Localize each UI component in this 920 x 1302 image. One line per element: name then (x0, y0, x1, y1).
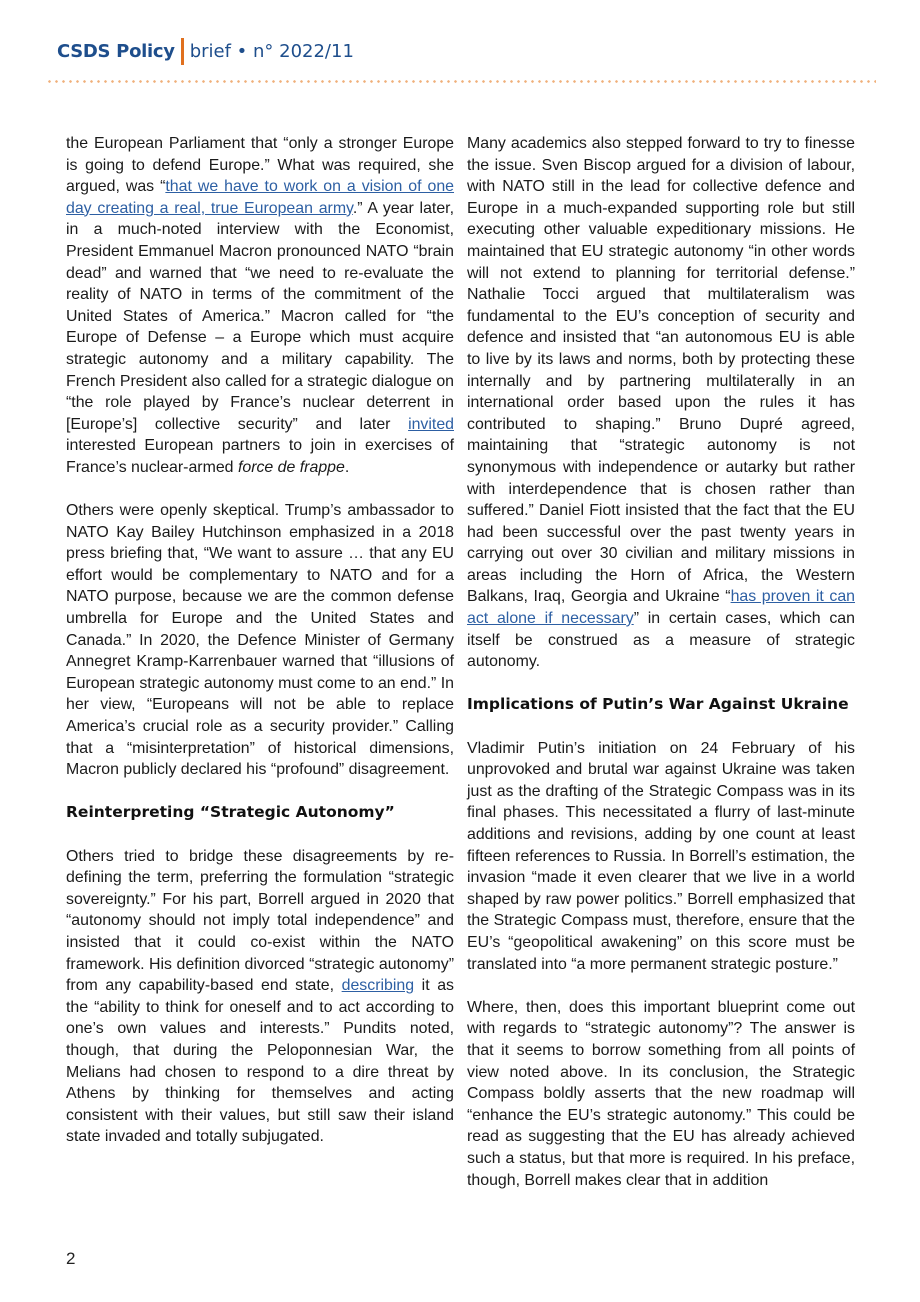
text-run: it as the “ability to think for oneself and to act according to one’s own values and interests.” Pundits noted, though, that during the Peloponnesian War, the Melians had chosen to respond to a dire threat by Athens by thinking for themselves and acting consistent with their values, but still saw their island state invaded and totally subjugated. (66, 977, 454, 1146)
paragraph: Vladimir Putin’s initiation on 24 February of his unprovoked and brutal war against Ukraine was taken just as the drafting of the Strategic Compass was in its final phases. This necessitated a flurry of last-minute additions and revisions, adding by one count at least fifteen references to Russia. In Borrell’s estimation, the invasion “made it even clearer that we live in a world shaped by raw power politics.” Borrell emphasized that the Strategic Compass must, therefore, ensure that the EU’s “geopolitical awakening” on this score must be translated into “a more permanent strategic posture.” (467, 739, 855, 973)
link-european-army[interactable]: that we have to work on a vision of one day creating a real, true European army (66, 178, 455, 217)
dotted-rule (46, 80, 876, 83)
text-run: the European Parliament that “only a stronger Europe is going to defend Europe.” What was required, she argued, was “ (66, 135, 454, 196)
brand-title: CSDS Policy (57, 40, 175, 62)
header-divider (181, 38, 184, 65)
page-number: 2 (66, 1249, 76, 1268)
paragraph (66, 846, 454, 1148)
paragraph (66, 133, 454, 479)
section-heading: Implications of Putin’s War Against Ukraine (467, 695, 849, 714)
link-has-proven[interactable]: has proven it can act alone if necessary (467, 588, 855, 628)
text-run: ” in certain cases, which can itself be construed as a measure of strategic autonomy. (467, 610, 855, 671)
section-heading: Reinterpreting “Strategic Autonomy” (66, 803, 395, 822)
text-run: interested European partners to join in exercises of France’s nuclear-armed (66, 437, 454, 476)
text-run: . (344, 458, 350, 476)
left-column (66, 133, 454, 1170)
page-header (57, 36, 354, 66)
paragraph: Others were openly skeptical. Trump’s ambassador to NATO Kay Bailey Hutchinson emphasized in a 2018 press briefing that, “We want to assure … that any EU effort would be complementary to NATO and for a NATO purpose, because we are the common defense umbrella for Europe and the United States and Canada.” In 2020, the Defence Minister of Germany Annegret Kramp-Karrenbauer warned that “illusions of European strategic autonomy must come to an end.” In her view, “Europeans will not be able to replace America’s crucial role as a security provider.” Calling that a “misinterpretation” of historical dimensions, Macron publicly declared his “profound” disagreement. (66, 502, 454, 779)
text-run: Many academics also stepped forward to try to finesse the issue. Sven Biscop argued for a division of labour, with NATO still in the lead for collective defence and Europe in a much-expanded supporting role but still executing other valuable expeditionary missions. He maintained that EU strategic autonomy “in other words will not extend to planning for territorial defense.” Nathalie Tocci argued that multilateralism was fundamental to the EU’s conception of security and defence and insisted that “an autonomous EU is able to live by its laws and norms, both by protecting these internally and by partnering multilaterally in an international order based upon the rules it has contributed to shaping.” Bruno Dupré agreed, maintaining that “strategic autonomy is not synonymous with independence or autarky but rather with interdependence that is chosen rather than suffered.” Daniel Fiott insisted that the fact that the EU had been successful over the past twenty years in carrying out over 30 civilian and military missions in areas including the Horn of Africa, the Western Balkans, Iraq, Georgia and Ukraine “ (467, 135, 855, 606)
link-describing[interactable]: describing (341, 977, 415, 995)
right-column (467, 133, 855, 1213)
issue-label: brief • n° 2022/11 (189, 40, 354, 62)
italic-text: force de frappe (237, 458, 345, 476)
text-run: Others tried to bridge these disagreements by re-defining the term, preferring the formulation “strategic sovereignty.” For his part, Borrell argued in 2020 that “autonomy should not imply total independence” and insisted that it could co-exist within the NATO framework. His definition divorced “strategic autonomy” from any capability-based end state, (66, 847, 454, 995)
link-invited[interactable]: invited (408, 415, 454, 433)
text-run: .” A year later, in a much-noted interview with the Economist, President Emmanuel Macron pronounced NATO “brain dead” and warned that “we need to re-evaluate the reality of NATO in terms of the commitment of the United States of America.” Macron called for “the Europe of Defense – a Europe which must acquire strategic autonomy and a military capability. The French President also called for a strategic dialogue on “the role played by France’s nuclear deterrent in [Europe’s] collective security” and later (66, 199, 454, 433)
paragraph: Where, then, does this important blueprint come out with regards to “strategic autonomy”? The answer is that it seems to borrow something from all points of view noted above. In its conclusion, the Strategic Compass boldly asserts that the new roadmap will “enhance the EU’s strategic autonomy.” This could be read as suggesting that the EU has already achieved such a status, but that more is required. In his preface, though, Borrell makes clear that in addition (467, 998, 855, 1189)
paragraph (467, 133, 855, 673)
